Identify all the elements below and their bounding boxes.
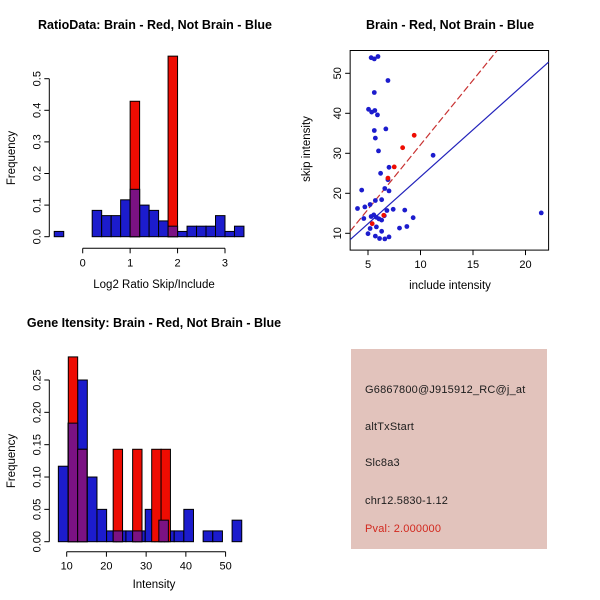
x-tick-label: 3 <box>221 257 229 270</box>
scatter-point-red <box>370 221 375 226</box>
histogram-bar-blue <box>97 509 107 541</box>
histogram-bar-blue <box>92 210 101 236</box>
histogram-bar-overlap <box>78 449 87 541</box>
scatter-point-red <box>381 213 386 218</box>
ratio-histogram-ylabel: Frequency <box>6 130 18 186</box>
x-tick-label: 15 <box>466 259 480 272</box>
scatter-point-blue <box>377 236 382 241</box>
scatter-point-blue <box>373 136 378 141</box>
x-tick-label: 5 <box>364 259 372 272</box>
ratio-histogram-plot-area <box>31 56 244 269</box>
scatter-point-red <box>412 133 417 138</box>
scatter-point-blue <box>372 108 377 113</box>
y-tick-label: 0.1 <box>31 197 44 213</box>
intensity-scatter-panel <box>300 0 600 300</box>
x-tick-label: 2 <box>174 257 181 270</box>
histogram-bar-overlap <box>159 520 169 542</box>
y-tick-label: 20 <box>332 187 345 200</box>
histogram-bar-blue <box>203 531 213 542</box>
histogram-bar-red <box>113 449 122 541</box>
x-tick-label: 50 <box>219 560 232 573</box>
x-tick-label: 1 <box>127 257 134 270</box>
scatter-point-blue <box>391 207 396 212</box>
scatter-point-blue <box>379 229 384 234</box>
histogram-bar-blue <box>159 221 168 237</box>
scatter-point-blue <box>368 226 373 231</box>
y-tick-label: 0.25 <box>31 369 44 391</box>
histogram-bar-overlap <box>133 531 142 542</box>
gene-symbol-text: Slc8a3 <box>365 457 400 469</box>
ratio-histogram-xlabel: Log2 Ratio Skip/Include <box>93 279 215 291</box>
histogram-bar-blue <box>197 226 206 237</box>
histogram-bar-blue <box>213 531 223 542</box>
histogram-bar-blue <box>232 520 242 542</box>
y-tick-label: 0.10 <box>31 466 44 488</box>
x-tick-label: 0 <box>79 257 86 270</box>
y-tick-label: 0.0 <box>31 229 44 245</box>
scatter-point-blue <box>387 165 392 170</box>
y-tick-label: 40 <box>332 107 345 120</box>
y-tick-label: 0.2 <box>31 165 44 182</box>
scatter-point-blue <box>385 208 390 213</box>
splice-event-type-text: altTxStart <box>365 421 415 433</box>
x-tick-label: 20 <box>100 560 113 573</box>
y-tick-label: 10 <box>332 227 345 240</box>
scatter-point-blue <box>372 90 377 95</box>
scatter-point-red <box>386 176 391 181</box>
pval-text: Pval: 2.000000 <box>365 523 442 535</box>
x-tick-label: 30 <box>140 560 153 573</box>
histogram-bar-blue <box>58 466 68 541</box>
histogram-bar-blue <box>234 226 243 237</box>
scatter-point-blue <box>539 211 544 216</box>
histogram-bar-blue <box>216 216 225 237</box>
scatter-point-blue <box>368 202 373 207</box>
scatter-point-blue <box>397 226 402 231</box>
scatter-point-blue <box>374 225 379 230</box>
scatter-point-blue <box>411 215 416 220</box>
histogram-bar-red <box>168 56 177 237</box>
y-tick-label: 50 <box>332 67 345 80</box>
histogram-bar-overlap <box>130 189 139 236</box>
scatter-point-blue <box>379 197 384 202</box>
chromosome-location-text: chr12.5830-1.12 <box>365 495 449 507</box>
probe-id-text: G6867800@J915912_RC@j_at <box>365 384 526 396</box>
scatter-point-blue <box>402 208 407 213</box>
histogram-bar-blue <box>187 226 196 237</box>
y-tick-label: 0.5 <box>31 71 44 87</box>
y-tick-label: 0.4 <box>31 102 44 118</box>
scatter-point-blue <box>359 188 364 193</box>
scatter-point-blue <box>366 231 371 236</box>
scatter-ylabel: skip intensity <box>301 116 313 182</box>
scatter-point-blue <box>382 186 387 191</box>
scatter-point-blue <box>383 126 388 131</box>
scatter-point-red <box>400 145 405 150</box>
scatter-point-blue <box>375 113 380 118</box>
x-tick-label: 40 <box>179 560 192 573</box>
scatter-point-blue <box>355 206 360 211</box>
histogram-bar-overlap <box>68 423 77 542</box>
gene-histogram-xlabel: Intensity <box>132 579 176 591</box>
histogram-bar-blue <box>102 216 111 237</box>
x-tick-label: 10 <box>60 560 73 573</box>
scatter-point-blue <box>361 216 366 221</box>
histogram-bar-blue <box>184 509 194 541</box>
y-tick-label: 0.15 <box>31 433 44 456</box>
histogram-bar-blue <box>121 200 130 237</box>
scatter-point-blue <box>431 153 436 158</box>
ratio-histogram-title: RatioData: Brain - Red, Not Brain - Blue <box>37 18 273 32</box>
scatter-point-blue <box>362 205 367 210</box>
histogram-bar-blue <box>149 210 158 236</box>
histogram-bar-blue <box>111 216 120 237</box>
histogram-bar-blue <box>206 226 215 237</box>
scatter-point-blue <box>382 237 387 242</box>
y-tick-label: 30 <box>332 147 345 160</box>
scatter-point-blue <box>373 234 378 239</box>
y-tick-label: 0.3 <box>31 134 44 150</box>
gene-intensity-histogram-panel <box>0 300 300 600</box>
scatter-point-blue <box>387 189 392 194</box>
histogram-bar-blue <box>54 231 63 236</box>
scatter-plot-area <box>332 51 548 272</box>
histogram-bar-blue <box>87 477 97 542</box>
y-tick-label: 0.20 <box>31 401 44 424</box>
y-tick-label: 0.05 <box>31 498 44 521</box>
scatter-point-blue <box>387 235 392 240</box>
gene-histogram-ylabel: Frequency <box>6 433 18 489</box>
x-tick-label: 10 <box>414 259 427 272</box>
histogram-bar-blue <box>178 231 187 236</box>
scatter-point-blue <box>372 128 377 133</box>
scatter-point-blue <box>379 218 384 223</box>
histogram-bar-red <box>133 449 142 541</box>
histogram-bar-blue <box>225 231 234 236</box>
scatter-point-blue <box>376 54 381 59</box>
histogram-bar-blue <box>140 205 149 237</box>
scatter-point-blue <box>386 78 391 83</box>
gene-histogram-title: Gene Itensity: Brain - Red, Not Brain - Blue <box>26 316 282 330</box>
gene-info-panel <box>351 349 547 549</box>
scatter-point-red <box>392 165 397 170</box>
ratio-histogram-panel <box>0 0 300 300</box>
scatter-point-blue <box>404 224 409 229</box>
scatter-xlabel: include intensity <box>409 280 491 292</box>
histogram-bar-overlap <box>113 531 122 542</box>
histogram-bar-blue <box>174 531 184 542</box>
scatter-title: Brain - Red, Not Brain - Blue <box>365 18 535 32</box>
scatter-point-blue <box>378 171 383 176</box>
scatter-point-blue <box>376 149 381 154</box>
histogram-bar-overlap <box>168 226 177 237</box>
scatter-point-blue <box>373 198 378 203</box>
x-tick-label: 20 <box>519 259 532 272</box>
y-tick-label: 0.00 <box>31 530 44 553</box>
gene-histogram-plot-area <box>31 357 241 573</box>
